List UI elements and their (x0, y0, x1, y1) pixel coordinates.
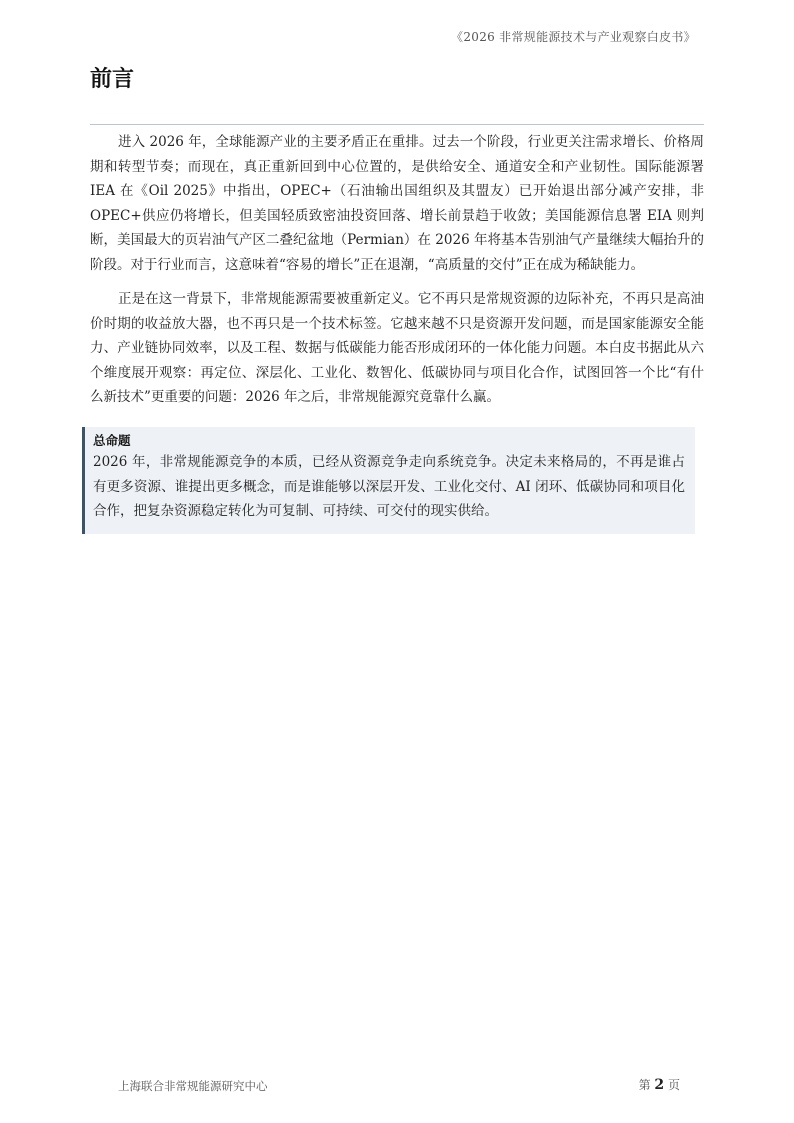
section-title: 前言 (90, 67, 135, 92)
body-text (90, 130, 704, 420)
page-suffix: 页 (667, 1078, 680, 1092)
footer-organization: 上海联合非常规能源研究中心 (118, 1079, 268, 1093)
key-proposition-box (82, 427, 695, 534)
callout-title: 总命题 (93, 433, 131, 448)
running-header: 《2026 非常规能源技术与产业观察白皮书》 (451, 30, 696, 44)
page-number (639, 1076, 680, 1093)
paragraph-2: 正是在这一背景下，非常规能源需要被重新定义。它不再只是常规资源的边际补充，不再只是高油价时期的收益放大器，也不再只是一个技术标签。它越来越不只是资源开发问题，而是国家能源安全能力、产业链协同效率，以及工程、数据与低碳能力能否形成闭环的一体化能力问题。本白皮书据此从六个维度展开观察：再定位、深层化、工业化、数智化、低碳协同与项目化合作，试图回答一个比“有什么新技术”更重要的问题：2026 年之后，非常规能源究竟靠什么赢。 (90, 291, 704, 405)
title-divider (90, 124, 704, 125)
page-prefix: 第 (638, 1078, 651, 1092)
page-number-value: 2 (654, 1077, 665, 1093)
paragraph-1: 进入 2026 年，全球能源产业的主要矛盾正在重排。过去一个阶段，行业更关注需求增长、价格周期和转型节奏；而现在，真正重新回到中心位置的，是供给安全、通道安全和产业韧性。国际能源署 IEA 在《Oil 2025》中指出，OPEC+（石油输出国组织及其盟友）已开始退出部分减产安排，非 OPEC+供应仍将增长，但美国轻质致密油投资回落、增长前景趋于收敛；美国能源信息署 EIA 则判断，美国最大的页岩油气产区二叠纪盆地（Permian）在 2026 年将基本告别油气产量继续大幅抬升的阶段。对于行业而言，这意味着“容易的增长”正在退潮，“高质量的交付”正在成为稀缺能力。 (90, 134, 704, 273)
callout-text: 2026 年，非常规能源竞争的本质，已经从资源竞争走向系统竞争。决定未来格局的，不再是谁占有更多资源、谁提出更多概念，而是谁能够以深层开发、工业化交付、AI 闭环、低碳协同和项目化合作，把复杂资源稳定转化为可复制、可持续、可交付的现实供给。 (93, 454, 685, 519)
